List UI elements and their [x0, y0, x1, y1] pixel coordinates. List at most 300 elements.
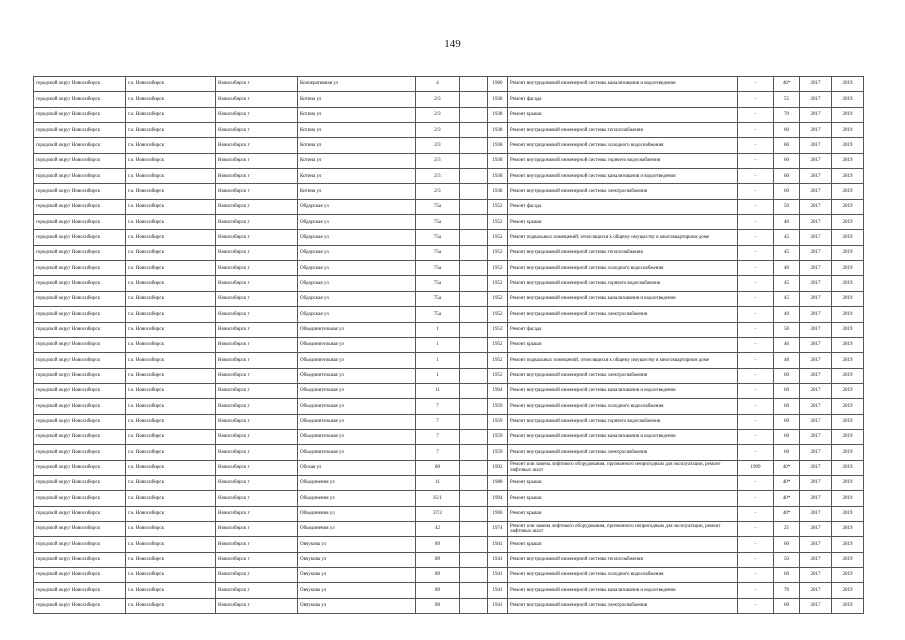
cell-municipality: городской округ Новосибирск	[34, 353, 126, 368]
cell-work-type: Ремонт крыши	[508, 107, 738, 122]
cell-year-commissioned: -	[738, 322, 774, 337]
table-row	[34, 368, 864, 383]
cell-street: Обдорская ул	[298, 307, 416, 322]
cell-district: г.о. Новосибирск	[126, 107, 216, 122]
cell-work-type: Ремонт крыши	[508, 337, 738, 352]
table-row	[34, 353, 864, 368]
cell-house-number: 2/3	[416, 153, 460, 168]
cell-municipality: городской округ Новосибирск	[34, 460, 126, 475]
cell-plan-start-year: 2017	[800, 307, 832, 322]
cell-locality: Новосибирск г	[216, 368, 298, 383]
table-row	[34, 414, 864, 429]
table-row	[34, 445, 864, 460]
cell-wear-percent: 50	[774, 322, 800, 337]
cell-locality: Новосибирск г	[216, 123, 298, 138]
cell-plan-end-year: 2019	[832, 337, 864, 352]
cell-year-commissioned: -	[738, 475, 774, 490]
cell-year-built: 1959	[488, 445, 508, 460]
cell-municipality: городской округ Новосибирск	[34, 322, 126, 337]
table-row	[34, 107, 864, 122]
cell-street: Объединительная ул	[298, 429, 416, 444]
cell-year-built: 1952	[488, 215, 508, 230]
cell-year-built: 1938	[488, 169, 508, 184]
cell-year-built: 1938	[488, 123, 508, 138]
cell-wear-percent: 45	[774, 245, 800, 260]
table-row	[34, 322, 864, 337]
cell-year-commissioned: -	[738, 215, 774, 230]
cell-work-type: Ремонт внутридомовой инженерной системы канализования и водоотведения	[508, 77, 738, 92]
cell-district: г.о. Новосибирск	[126, 368, 216, 383]
cell-year-commissioned: -	[738, 184, 774, 199]
cell-plan-end-year: 2019	[832, 184, 864, 199]
cell-year-commissioned: -	[738, 506, 774, 521]
table-row	[34, 261, 864, 276]
cell-plan-start-year: 2017	[800, 215, 832, 230]
cell-street: Котина ул	[298, 138, 416, 153]
cell-plan-end-year: 2019	[832, 199, 864, 214]
table-row	[34, 123, 864, 138]
cell-plan-end-year: 2019	[832, 153, 864, 168]
cell-work-type: Ремонт внутридомовой инженерной системы теплоснабжения	[508, 552, 738, 567]
cell-wear-percent: 60	[774, 138, 800, 153]
cell-locality: Новосибирск г	[216, 353, 298, 368]
cell-locality: Новосибирск г	[216, 568, 298, 583]
cell-wear-percent: 60	[774, 368, 800, 383]
cell-building	[460, 276, 488, 291]
cell-year-commissioned: -	[738, 368, 774, 383]
table-row	[34, 138, 864, 153]
cell-year-built: 1994	[488, 491, 508, 506]
cell-year-commissioned: -	[738, 353, 774, 368]
cell-plan-end-year: 2019	[832, 245, 864, 260]
cell-plan-end-year: 2019	[832, 491, 864, 506]
cell-house-number: 7	[416, 429, 460, 444]
cell-wear-percent: 40*	[774, 460, 800, 475]
cell-house-number: 75а	[416, 245, 460, 260]
cell-house-number: 42	[416, 521, 460, 536]
cell-plan-end-year: 2019	[832, 230, 864, 245]
table-row	[34, 199, 864, 214]
cell-plan-start-year: 2017	[800, 537, 832, 552]
table-row	[34, 215, 864, 230]
cell-locality: Новосибирск г	[216, 261, 298, 276]
cell-house-number: 75а	[416, 230, 460, 245]
cell-street: Объединительная ул	[298, 337, 416, 352]
cell-street: Овчукова ул	[298, 537, 416, 552]
cell-street: Объединительная ул	[298, 368, 416, 383]
cell-building	[460, 537, 488, 552]
cell-plan-end-year: 2019	[832, 307, 864, 322]
cell-locality: Новосибирск г	[216, 107, 298, 122]
cell-plan-end-year: 2019	[832, 537, 864, 552]
cell-year-commissioned: -	[738, 521, 774, 536]
cell-wear-percent: 46	[774, 337, 800, 352]
cell-plan-end-year: 2019	[832, 291, 864, 306]
cell-wear-percent: 60	[774, 414, 800, 429]
cell-plan-start-year: 2017	[800, 491, 832, 506]
cell-plan-start-year: 2017	[800, 230, 832, 245]
cell-plan-end-year: 2019	[832, 261, 864, 276]
cell-plan-end-year: 2019	[832, 521, 864, 536]
cell-house-number: 11	[416, 383, 460, 398]
cell-wear-percent: 40	[774, 215, 800, 230]
cell-district: г.о. Новосибирск	[126, 184, 216, 199]
cell-year-commissioned: -	[738, 153, 774, 168]
cell-work-type: Ремонт внутридомовой инженерной системы канализования и водоотведения	[508, 291, 738, 306]
cell-municipality: городской округ Новосибирск	[34, 169, 126, 184]
cell-locality: Новосибирск г	[216, 245, 298, 260]
cell-year-built: 1952	[488, 230, 508, 245]
cell-wear-percent: 60	[774, 598, 800, 613]
cell-year-commissioned: -	[738, 429, 774, 444]
cell-building	[460, 598, 488, 613]
cell-plan-start-year: 2017	[800, 353, 832, 368]
cell-street: Котина ул	[298, 123, 416, 138]
table-row	[34, 521, 864, 536]
cell-district: г.о. Новосибирск	[126, 583, 216, 598]
cell-work-type: Ремонт фасада	[508, 199, 738, 214]
cell-municipality: городской округ Новосибирск	[34, 307, 126, 322]
table-row	[34, 506, 864, 521]
cell-building	[460, 77, 488, 92]
cell-municipality: городской округ Новосибирск	[34, 199, 126, 214]
cell-wear-percent: 70	[774, 107, 800, 122]
cell-house-number: 75а	[416, 199, 460, 214]
cell-municipality: городской округ Новосибирск	[34, 475, 126, 490]
cell-street: Котина ул	[298, 153, 416, 168]
table-row	[34, 77, 864, 92]
cell-work-type: Ремонт или замена лифтового оборудования, признанного непригодным для эксплуатации, ремонт лифтовых шахт	[508, 521, 738, 536]
cell-district: г.о. Новосибирск	[126, 215, 216, 230]
cell-work-type: Ремонт внутридомовой инженерной системы канализования и водоотведения	[508, 583, 738, 598]
cell-plan-start-year: 2017	[800, 568, 832, 583]
cell-year-commissioned: -	[738, 77, 774, 92]
cell-year-built: 1941	[488, 583, 508, 598]
cell-building	[460, 475, 488, 490]
cell-plan-end-year: 2019	[832, 368, 864, 383]
cell-work-type: Ремонт внутридомовой инженерной системы электроснабжения	[508, 184, 738, 199]
cell-year-commissioned: -	[738, 92, 774, 107]
cell-plan-end-year: 2019	[832, 107, 864, 122]
cell-year-commissioned: -	[738, 491, 774, 506]
cell-district: г.о. Новосибирск	[126, 521, 216, 536]
cell-wear-percent: 70	[774, 583, 800, 598]
cell-street: Объединительная ул	[298, 445, 416, 460]
cell-municipality: городской округ Новосибирск	[34, 291, 126, 306]
cell-district: г.о. Новосибирск	[126, 245, 216, 260]
cell-district: г.о. Новосибирск	[126, 552, 216, 567]
cell-year-built: 1938	[488, 107, 508, 122]
cell-plan-end-year: 2019	[832, 568, 864, 583]
cell-building	[460, 337, 488, 352]
cell-building	[460, 245, 488, 260]
cell-house-number: 1	[416, 368, 460, 383]
table-row	[34, 491, 864, 506]
cell-building	[460, 184, 488, 199]
cell-wear-percent: 50	[774, 552, 800, 567]
cell-building	[460, 399, 488, 414]
cell-house-number: 2/3	[416, 169, 460, 184]
cell-municipality: городской округ Новосибирск	[34, 552, 126, 567]
cell-plan-start-year: 2017	[800, 399, 832, 414]
cell-plan-start-year: 2017	[800, 337, 832, 352]
cell-municipality: городской округ Новосибирск	[34, 368, 126, 383]
cell-building	[460, 291, 488, 306]
cell-building	[460, 230, 488, 245]
cell-year-built: 1974	[488, 521, 508, 536]
cell-year-built: 1952	[488, 261, 508, 276]
cell-building	[460, 199, 488, 214]
cell-work-type: Ремонт внутридомовой инженерной системы холодного водоснабжения	[508, 138, 738, 153]
table-row	[34, 383, 864, 398]
cell-district: г.о. Новосибирск	[126, 506, 216, 521]
cell-wear-percent: 40	[774, 261, 800, 276]
cell-plan-start-year: 2017	[800, 552, 832, 567]
cell-plan-end-year: 2019	[832, 460, 864, 475]
cell-locality: Новосибирск г	[216, 521, 298, 536]
cell-district: г.о. Новосибирск	[126, 322, 216, 337]
cell-district: г.о. Новосибирск	[126, 77, 216, 92]
cell-building	[460, 107, 488, 122]
cell-building	[460, 552, 488, 567]
cell-house-number: 75а	[416, 215, 460, 230]
table-row	[34, 399, 864, 414]
cell-building	[460, 123, 488, 138]
cell-locality: Новосибирск г	[216, 322, 298, 337]
repair-program-table	[33, 76, 864, 614]
cell-municipality: городской округ Новосибирск	[34, 77, 126, 92]
cell-house-number: 2/3	[416, 92, 460, 107]
cell-street: Котина ул	[298, 184, 416, 199]
cell-year-commissioned: 1999	[738, 460, 774, 475]
cell-wear-percent: 40*	[774, 506, 800, 521]
cell-plan-end-year: 2019	[832, 506, 864, 521]
cell-locality: Новосибирск г	[216, 383, 298, 398]
cell-plan-start-year: 2017	[800, 291, 832, 306]
cell-plan-end-year: 2019	[832, 598, 864, 613]
cell-year-built: 1959	[488, 429, 508, 444]
cell-locality: Новосибирск г	[216, 598, 298, 613]
cell-building	[460, 445, 488, 460]
cell-year-built: 1941	[488, 552, 508, 567]
cell-year-built: 1952	[488, 368, 508, 383]
cell-locality: Новосибирск г	[216, 460, 298, 475]
cell-district: г.о. Новосибирск	[126, 169, 216, 184]
cell-house-number: 1	[416, 322, 460, 337]
table-row	[34, 537, 864, 552]
cell-house-number: 2/3	[416, 184, 460, 199]
cell-district: г.о. Новосибирск	[126, 383, 216, 398]
cell-locality: Новосибирск г	[216, 475, 298, 490]
cell-locality: Новосибирск г	[216, 184, 298, 199]
cell-building	[460, 460, 488, 475]
cell-street: Обдорская ул	[298, 261, 416, 276]
cell-year-commissioned: -	[738, 261, 774, 276]
cell-street: Обдорская ул	[298, 276, 416, 291]
cell-wear-percent: 60	[774, 445, 800, 460]
cell-year-commissioned: -	[738, 138, 774, 153]
cell-district: г.о. Новосибирск	[126, 199, 216, 214]
cell-year-built: 1952	[488, 353, 508, 368]
cell-wear-percent: 60	[774, 153, 800, 168]
cell-street: Кооперативная ул	[298, 77, 416, 92]
cell-building	[460, 153, 488, 168]
cell-work-type: Ремонт крыши	[508, 475, 738, 490]
cell-work-type: Ремонт внутридомовой инженерной системы электроснабжения	[508, 598, 738, 613]
cell-plan-end-year: 2019	[832, 77, 864, 92]
cell-locality: Новосибирск г	[216, 92, 298, 107]
cell-municipality: городской округ Новосибирск	[34, 445, 126, 460]
cell-street: Овчукова ул	[298, 552, 416, 567]
cell-municipality: городской округ Новосибирск	[34, 215, 126, 230]
cell-wear-percent: 40*	[774, 475, 800, 490]
cell-year-built: 1959	[488, 414, 508, 429]
cell-street: Объединительная ул	[298, 414, 416, 429]
cell-wear-percent: 60	[774, 123, 800, 138]
cell-municipality: городской округ Новосибирск	[34, 491, 126, 506]
cell-municipality: городской округ Новосибирск	[34, 276, 126, 291]
cell-year-commissioned: -	[738, 414, 774, 429]
cell-locality: Новосибирск г	[216, 199, 298, 214]
cell-year-commissioned: -	[738, 230, 774, 245]
cell-locality: Новосибирск г	[216, 583, 298, 598]
cell-year-built: 1964	[488, 383, 508, 398]
cell-wear-percent: 45	[774, 230, 800, 245]
cell-plan-end-year: 2019	[832, 383, 864, 398]
cell-building	[460, 414, 488, 429]
cell-plan-start-year: 2017	[800, 123, 832, 138]
cell-street: Объединения ул	[298, 475, 416, 490]
cell-year-commissioned: -	[738, 537, 774, 552]
cell-house-number: 89	[416, 568, 460, 583]
cell-plan-end-year: 2019	[832, 475, 864, 490]
cell-wear-percent: 45	[774, 276, 800, 291]
cell-building	[460, 92, 488, 107]
cell-plan-start-year: 2017	[800, 383, 832, 398]
cell-building	[460, 307, 488, 322]
cell-locality: Новосибирск г	[216, 169, 298, 184]
cell-work-type: Ремонт фасада	[508, 92, 738, 107]
table-row	[34, 460, 864, 475]
cell-street: Котина ул	[298, 107, 416, 122]
cell-street: Котина ул	[298, 92, 416, 107]
cell-plan-end-year: 2019	[832, 583, 864, 598]
cell-year-commissioned: -	[738, 583, 774, 598]
cell-wear-percent: 60	[774, 184, 800, 199]
cell-municipality: городской округ Новосибирск	[34, 230, 126, 245]
cell-year-built: 1952	[488, 245, 508, 260]
cell-work-type: Ремонт внутридомовой инженерной системы горячего водоснабжения	[508, 153, 738, 168]
cell-wear-percent: 50	[774, 199, 800, 214]
cell-street: Объединения ул	[298, 506, 416, 521]
cell-plan-start-year: 2017	[800, 199, 832, 214]
cell-year-commissioned: -	[738, 552, 774, 567]
cell-year-built: 1952	[488, 307, 508, 322]
cell-building	[460, 368, 488, 383]
cell-locality: Новосибирск г	[216, 138, 298, 153]
table-row	[34, 276, 864, 291]
cell-locality: Новосибирск г	[216, 506, 298, 521]
cell-building	[460, 491, 488, 506]
cell-wear-percent: 40*	[774, 491, 800, 506]
cell-district: г.о. Новосибирск	[126, 307, 216, 322]
cell-house-number: 75а	[416, 261, 460, 276]
cell-plan-start-year: 2017	[800, 245, 832, 260]
cell-year-commissioned: -	[738, 568, 774, 583]
cell-year-built: 1959	[488, 399, 508, 414]
cell-building	[460, 353, 488, 368]
cell-work-type: Ремонт подвальных помещений, относящихся к общему имуществу в многоквартирном доме	[508, 353, 738, 368]
cell-plan-end-year: 2019	[832, 445, 864, 460]
cell-plan-end-year: 2019	[832, 123, 864, 138]
cell-street: Объединительная ул	[298, 322, 416, 337]
cell-locality: Новосибирск г	[216, 399, 298, 414]
cell-plan-start-year: 2017	[800, 92, 832, 107]
table-row	[34, 92, 864, 107]
cell-plan-start-year: 2017	[800, 598, 832, 613]
cell-district: г.о. Новосибирск	[126, 460, 216, 475]
cell-work-type: Ремонт крыши	[508, 506, 738, 521]
cell-street: Обдорская ул	[298, 215, 416, 230]
cell-wear-percent: 60	[774, 537, 800, 552]
cell-municipality: городской округ Новосибирск	[34, 184, 126, 199]
cell-house-number: 1	[416, 353, 460, 368]
cell-year-built: 1988	[488, 475, 508, 490]
cell-district: г.о. Новосибирск	[126, 353, 216, 368]
cell-locality: Новосибирск г	[216, 153, 298, 168]
cell-locality: Новосибирск г	[216, 445, 298, 460]
cell-year-built: 1941	[488, 598, 508, 613]
cell-house-number: 75а	[416, 307, 460, 322]
cell-work-type: Ремонт внутридомовой инженерной системы холодного водоснабжения	[508, 399, 738, 414]
cell-plan-start-year: 2017	[800, 583, 832, 598]
cell-building	[460, 429, 488, 444]
cell-work-type: Ремонт подвальных помещений, относящихся к общему имуществу в многоквартирном доме	[508, 230, 738, 245]
cell-year-built: 1938	[488, 92, 508, 107]
cell-plan-start-year: 2017	[800, 445, 832, 460]
cell-district: г.о. Новосибирск	[126, 475, 216, 490]
cell-locality: Новосибирск г	[216, 552, 298, 567]
cell-work-type: Ремонт крыши	[508, 537, 738, 552]
cell-year-commissioned: -	[738, 291, 774, 306]
cell-work-type: Ремонт внутридомовой инженерной системы канализования и водоотведения	[508, 383, 738, 398]
cell-district: г.о. Новосибирск	[126, 261, 216, 276]
table-row	[34, 552, 864, 567]
cell-year-commissioned: -	[738, 107, 774, 122]
cell-building	[460, 322, 488, 337]
cell-house-number: 11	[416, 475, 460, 490]
cell-street: Объединительная ул	[298, 383, 416, 398]
cell-house-number: 35/1	[416, 491, 460, 506]
cell-building	[460, 568, 488, 583]
cell-municipality: городской округ Новосибирск	[34, 107, 126, 122]
cell-locality: Новосибирск г	[216, 491, 298, 506]
cell-house-number: 2/3	[416, 107, 460, 122]
table-row	[34, 291, 864, 306]
cell-plan-start-year: 2017	[800, 506, 832, 521]
cell-municipality: городской округ Новосибирск	[34, 399, 126, 414]
cell-municipality: городской округ Новосибирск	[34, 261, 126, 276]
cell-plan-end-year: 2019	[832, 552, 864, 567]
cell-year-commissioned: -	[738, 276, 774, 291]
cell-year-built: 1952	[488, 199, 508, 214]
cell-work-type: Ремонт внутридомовой инженерной системы теплоснабжения	[508, 245, 738, 260]
cell-plan-start-year: 2017	[800, 322, 832, 337]
cell-locality: Новосибирск г	[216, 276, 298, 291]
cell-district: г.о. Новосибирск	[126, 153, 216, 168]
cell-house-number: 4	[416, 77, 460, 92]
cell-year-built: 1938	[488, 184, 508, 199]
